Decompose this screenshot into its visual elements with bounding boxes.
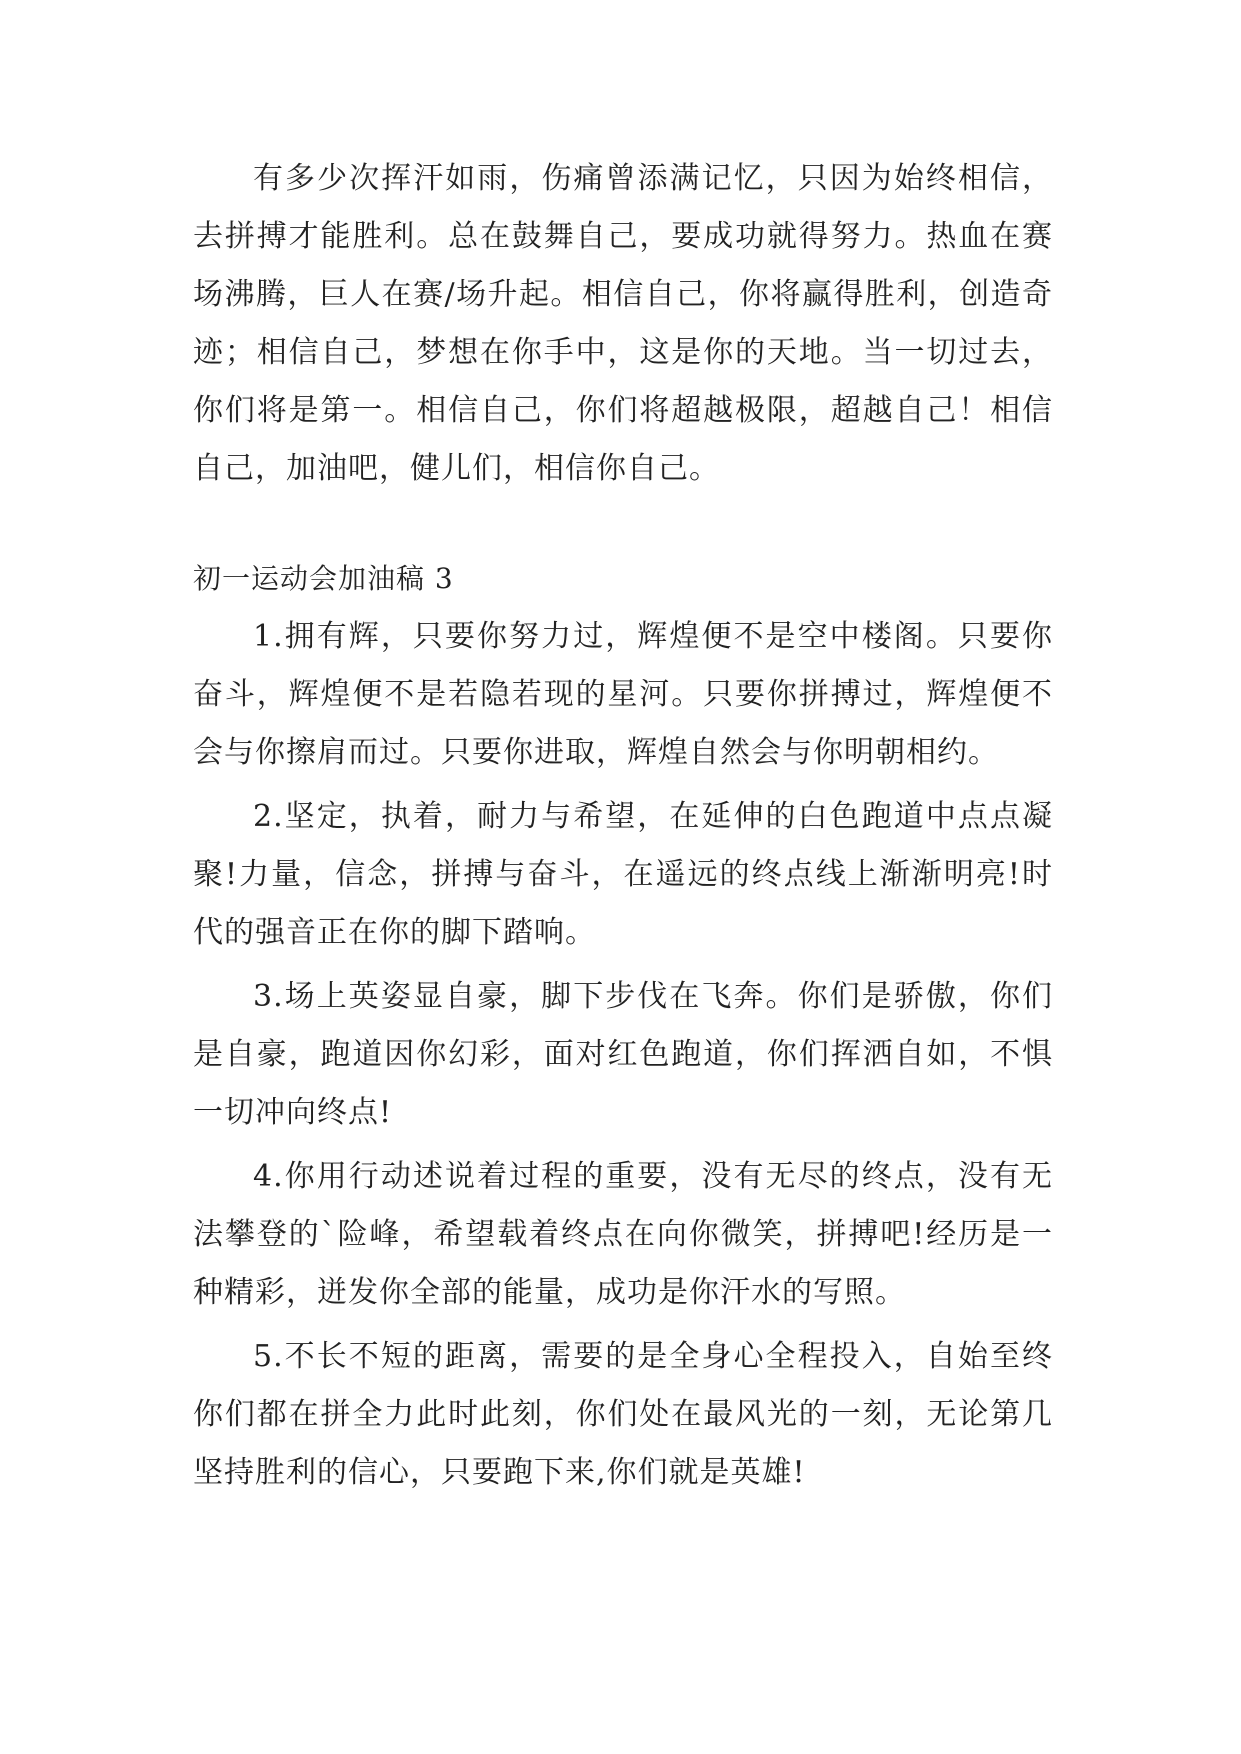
- document-body: [193, 150, 1053, 1502]
- section-title: 初一运动会加油稿 3: [193, 562, 454, 595]
- section-spacer: [193, 498, 1053, 550]
- cheer-item-5: 5.不长不短的距离，需要的是全身心全程投入，自始至终你们都在拼全力此时此刻，你们处在最风光的一刻，无论第几坚持胜利的信心，只要跑下来,你们就是英雄!: [193, 1339, 1053, 1490]
- cheer-item-3: 3.场上英姿显自豪，脚下步伐在飞奔。你们是骄傲，你们是自豪，跑道因你幻彩，面对红色跑道，你们挥洒自如，不惧一切冲向终点!: [193, 979, 1053, 1130]
- cheer-item-4: 4.你用行动述说着过程的重要，没有无尽的终点，没有无法攀登的`险峰，希望载着终点在向你微笑，拼搏吧!经历是一种精彩，迸发你全部的能量，成功是你汗水的写照。: [193, 1159, 1053, 1310]
- intro-paragraph: 有多少次挥汗如雨，伤痛曾添满记忆，只因为始终相信，去拼搏才能胜利。总在鼓舞自己，要成功就得努力。热血在赛场沸腾，巨人在赛/场升起。相信自己，你将赢得胜利，创造奇迹；相信自己，梦想在你手中，这是你的天地。当一切过去，你们将是第一。相信自己，你们将超越极限，超越自己！相信自己，加油吧，健儿们，相信你自己。: [193, 161, 1053, 486]
- cheer-item-1: 1.拥有辉，只要你努力过，辉煌便不是空中楼阁。只要你奋斗，辉煌便不是若隐若现的星河。只要你拼搏过，辉煌便不会与你擦肩而过。只要你进取，辉煌自然会与你明朝相约。: [193, 619, 1053, 770]
- cheer-item-2: 2.坚定，执着，耐力与希望，在延伸的白色跑道中点点凝聚!力量，信念，拼搏与奋斗，在遥远的终点线上渐渐明亮!时代的强音正在你的脚下踏响。: [193, 799, 1053, 950]
